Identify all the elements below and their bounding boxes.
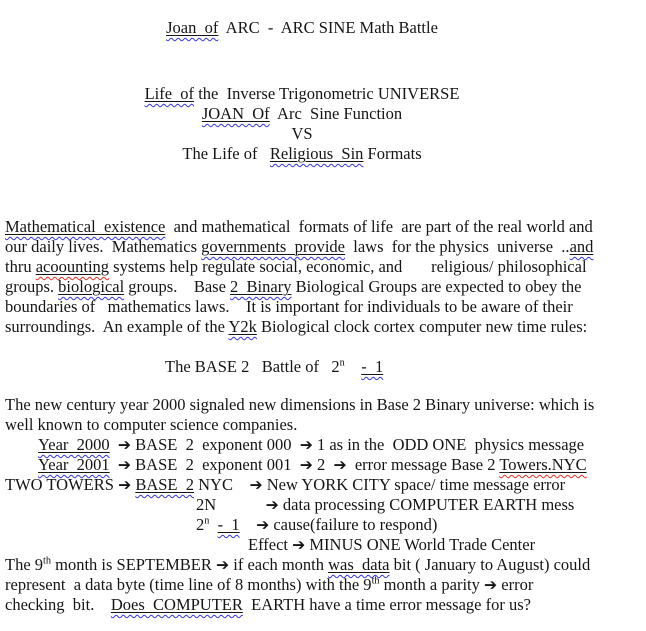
text-segment: 2N xyxy=(196,495,266,514)
text-segment: EARTH have a time error message for us? xyxy=(242,595,531,614)
text-segment: The new century year 2000 signaled new dimensions in Base 2 Binary universe: which is xyxy=(5,395,595,414)
effect-line xyxy=(5,535,641,555)
text-segment: Year 2001 xyxy=(38,455,110,474)
subtitle-line-4 xyxy=(5,144,641,164)
text-segment: Towers.NYC xyxy=(499,455,587,474)
text-segment: checking bit. xyxy=(5,595,111,614)
text-segment: th xyxy=(43,555,51,567)
text-segment: 1 as in the ODD ONE physics message xyxy=(312,435,585,454)
two-n-minus-one-line xyxy=(5,515,641,535)
year-2001-line xyxy=(5,455,641,475)
text-segment: the Inverse Trigonometric UNIVERSE xyxy=(194,84,460,103)
paragraph-2-line-2 xyxy=(5,415,641,435)
base2-battle-line xyxy=(5,357,641,377)
subtitle-line-3 xyxy=(5,124,641,144)
right-arrow-icon: ➔ xyxy=(118,475,132,494)
text-segment: was data xyxy=(328,555,390,574)
text-segment xyxy=(209,515,217,534)
paragraph-1-line-4 xyxy=(5,277,641,297)
text-segment: represent a data byte (time line of 8 months) with the 9 xyxy=(5,575,372,594)
text-segment: Effect xyxy=(248,535,293,554)
right-arrow-icon: ➔ xyxy=(256,515,270,534)
right-arrow-icon: ➔ xyxy=(117,455,132,474)
text-segment xyxy=(345,357,362,376)
text-segment: 2 Binary xyxy=(230,277,292,296)
text-segment: error message Base 2 xyxy=(346,455,500,474)
paragraph-1-line-2 xyxy=(5,237,641,257)
text-segment: Y2k xyxy=(228,317,257,336)
text-segment: month is SEPTEMBER xyxy=(50,555,217,574)
text-segment: acoounting xyxy=(35,257,110,276)
text-segment: boundaries of mathematics laws. It is important for individuals to be aware of their xyxy=(5,297,573,316)
paragraph-3-line-2 xyxy=(5,575,641,595)
text-segment: Biological clock cortex computer new time rules: xyxy=(256,317,588,336)
text-segment: Year 2000 xyxy=(38,435,110,454)
text-segment: Biological Groups are expected to obey the xyxy=(291,277,582,296)
right-arrow-icon: ➔ xyxy=(292,535,306,554)
text-segment: th xyxy=(371,575,380,587)
right-arrow-icon: ➔ xyxy=(299,455,313,474)
text-segment: and mathematical formats of life are part of the real world and xyxy=(165,217,593,236)
text-segment: surroundings. An example of the xyxy=(5,317,229,336)
text-segment: well known to computer science companies. xyxy=(5,415,298,434)
text-segment: systems help regulate social, economic, and religious/ philosophical xyxy=(109,257,587,276)
paragraph-1-line-5 xyxy=(5,297,641,317)
right-arrow-icon: ➔ xyxy=(216,555,230,574)
text-segment: The Life of xyxy=(182,144,270,163)
text-segment: month a parity xyxy=(379,575,484,594)
subtitle-line-2 xyxy=(5,104,641,124)
text-segment: Joan of xyxy=(166,18,219,37)
text-segment xyxy=(110,435,118,454)
two-n-line xyxy=(5,495,641,515)
text-segment: cause(failure to respond) xyxy=(269,515,438,534)
text-segment: VS xyxy=(291,124,313,143)
year-2000-line xyxy=(5,435,641,455)
text-segment: NYC xyxy=(194,475,250,494)
text-segment: The BASE 2 Battle of 2 xyxy=(165,357,340,376)
paragraph-2-line-1 xyxy=(5,395,641,415)
paragraph-3-line-1 xyxy=(5,555,641,575)
text-segment: biological xyxy=(58,277,125,296)
text-segment: Formats xyxy=(363,144,422,163)
text-segment: BASE 2 xyxy=(135,475,194,494)
text-segment: Arc Sine Function xyxy=(269,104,403,123)
text-segment xyxy=(110,455,118,474)
text-segment: governments provide xyxy=(201,237,346,256)
text-segment: 2 xyxy=(312,455,334,474)
text-segment: BASE 2 exponent 000 xyxy=(131,435,300,454)
text-segment: error xyxy=(497,575,534,594)
paragraph-1-line-3 xyxy=(5,257,641,277)
text-segment: Does COMPUTER xyxy=(110,595,243,614)
text-segment: New YORK CITY space/ time message error xyxy=(262,475,566,494)
text-segment: n xyxy=(204,515,210,527)
text-segment: TWO TOWERS xyxy=(5,475,119,494)
text-segment: laws for the physics universe .. xyxy=(345,237,570,256)
text-segment: bit ( January to August) could xyxy=(389,555,591,574)
text-segment: thru xyxy=(5,257,36,276)
text-segment: Religious Sin xyxy=(269,144,364,163)
text-segment xyxy=(240,515,257,534)
subtitle-line-1 xyxy=(5,84,641,104)
two-towers-line xyxy=(5,475,641,495)
text-segment: groups. xyxy=(5,277,59,296)
right-arrow-icon: ➔ xyxy=(484,575,498,594)
document-title xyxy=(5,18,641,38)
text-segment: if each month xyxy=(229,555,329,574)
right-arrow-icon: ➔ xyxy=(333,455,347,474)
text-segment: n xyxy=(339,357,345,369)
text-segment: BASE 2 exponent 001 xyxy=(131,455,300,474)
text-segment: our daily lives. Mathematics xyxy=(5,237,202,256)
text-segment: - 1 xyxy=(361,357,384,376)
text-segment: MINUS ONE World Trade Center xyxy=(305,535,536,554)
text-segment: data processing COMPUTER EARTH mess xyxy=(278,495,575,514)
right-arrow-icon: ➔ xyxy=(249,475,263,494)
right-arrow-icon: ➔ xyxy=(265,495,279,514)
paragraph-3-line-3 xyxy=(5,595,641,615)
text-segment: 2 xyxy=(196,515,205,534)
text-segment: Mathematical existence xyxy=(5,217,166,236)
paragraph-1-line-1 xyxy=(5,217,641,237)
text-segment: and xyxy=(569,237,594,256)
text-segment: ARC - ARC SINE Math Battle xyxy=(218,18,438,37)
text-segment: JOAN Of xyxy=(201,104,270,123)
right-arrow-icon: ➔ xyxy=(299,435,313,454)
text-segment: - 1 xyxy=(217,515,240,534)
text-segment: groups. Base xyxy=(124,277,231,296)
right-arrow-icon: ➔ xyxy=(117,435,132,454)
paragraph-1-line-6 xyxy=(5,317,641,337)
text-segment: The 9 xyxy=(5,555,44,574)
text-segment: Life of xyxy=(144,84,195,103)
